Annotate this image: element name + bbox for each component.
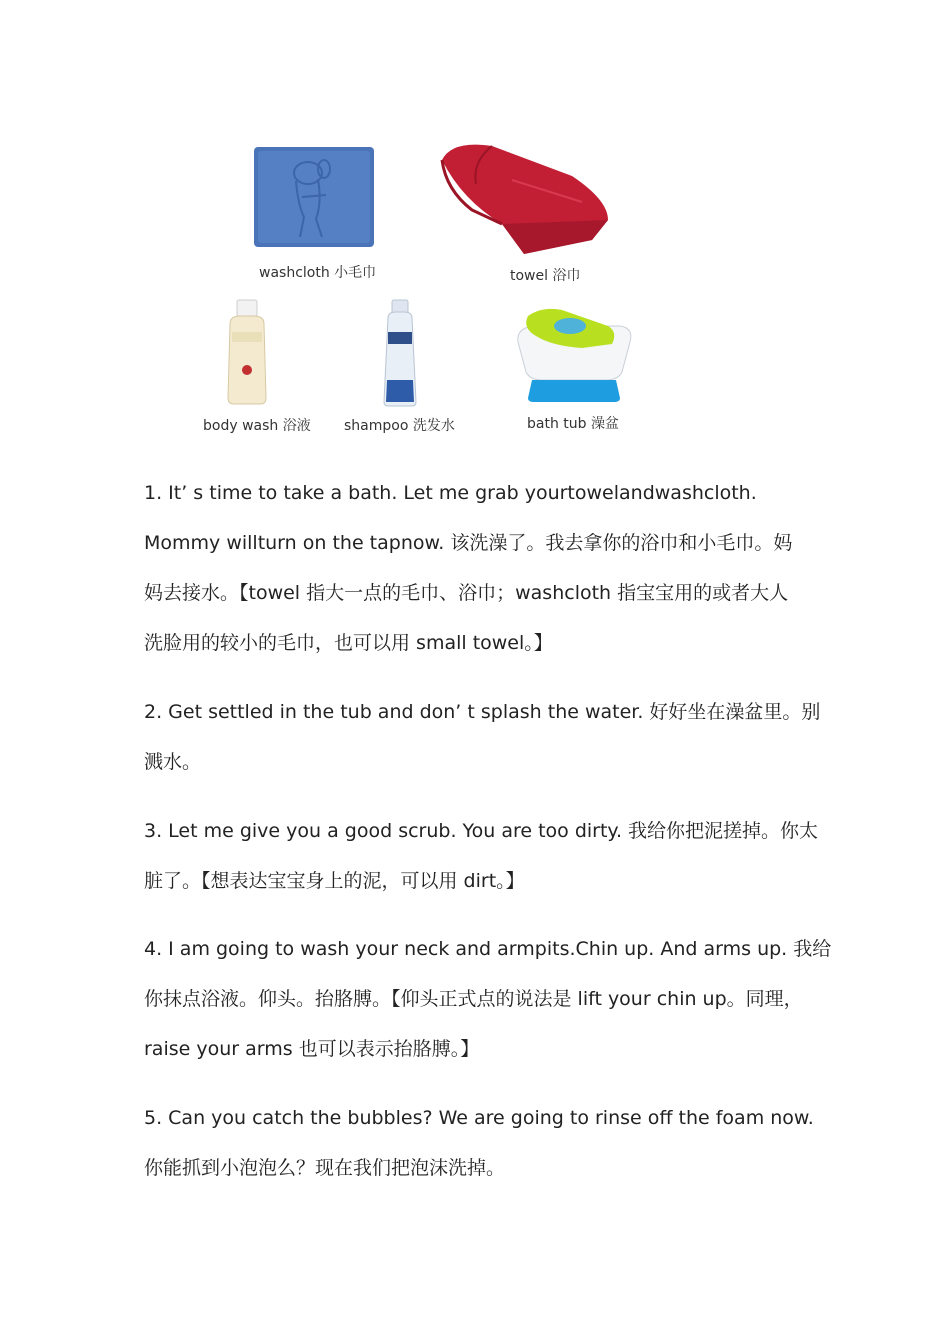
washcloth-image <box>252 145 376 249</box>
body-wash-image <box>222 298 272 406</box>
paragraph-line: 脏了。【想表达宝宝身上的泥，可以用 dirt。】 <box>144 870 525 892</box>
shampoo-image <box>378 298 422 408</box>
paragraph-line: Mommy willturn on the tapnow. 该洗澡了。我去拿你的浴巾和小毛巾。妈 <box>144 532 793 554</box>
paragraph-line: 4. I am going to wash your neck and armpits.Chin up. And arms up. 我给 <box>144 938 832 960</box>
paragraph-line: 溅水。 <box>144 751 202 773</box>
paragraph-line: 3. Let me give you a good scrub. You are too dirty. 我给你把泥搓掉。你太 <box>144 820 819 842</box>
paragraph-line: raise your arms 也可以表示抬胳膊。】 <box>144 1038 480 1060</box>
bath-tub-caption: bath tub 澡盆 <box>527 416 619 432</box>
paragraph-line: 5. Can you catch the bubbles? We are going to rinse off the foam now. <box>144 1107 814 1129</box>
paragraph-line: 洗脸用的较小的毛巾，也可以用 small towel。】 <box>144 632 553 654</box>
paragraph-line: 妈去接水。【towel 指大一点的毛巾、浴巾；washcloth 指宝宝用的或者大人 <box>144 582 789 604</box>
bath-tub-image <box>512 302 636 404</box>
paragraph-line: 1. It’ s time to take a bath. Let me grab yourtowelandwashcloth. <box>144 482 757 504</box>
towel-image <box>432 140 612 258</box>
shampoo-caption: shampoo 洗发水 <box>344 418 455 434</box>
bath-items-figure <box>0 0 950 460</box>
paragraph-line: 2. Get settled in the tub and don’ t splash the water. 好好坐在澡盆里。别 <box>144 701 821 723</box>
paragraph-line: 你抹点浴液。仰头。抬胳膊。【仰头正式点的说法是 lift your chin up。同理， <box>144 988 803 1010</box>
paragraph-3 <box>144 806 819 906</box>
towel-caption: towel 浴巾 <box>510 268 581 284</box>
paragraph-4 <box>144 924 832 1074</box>
paragraph-5 <box>144 1093 816 1193</box>
washcloth-caption: washcloth 小毛巾 <box>259 265 377 281</box>
paragraph-2 <box>144 687 821 787</box>
paragraph-line: 你能抓到小泡泡么？现在我们把泡沫洗掉。 <box>144 1157 506 1179</box>
paragraph-1 <box>144 468 816 668</box>
body-wash-caption: body wash 浴液 <box>203 418 311 434</box>
